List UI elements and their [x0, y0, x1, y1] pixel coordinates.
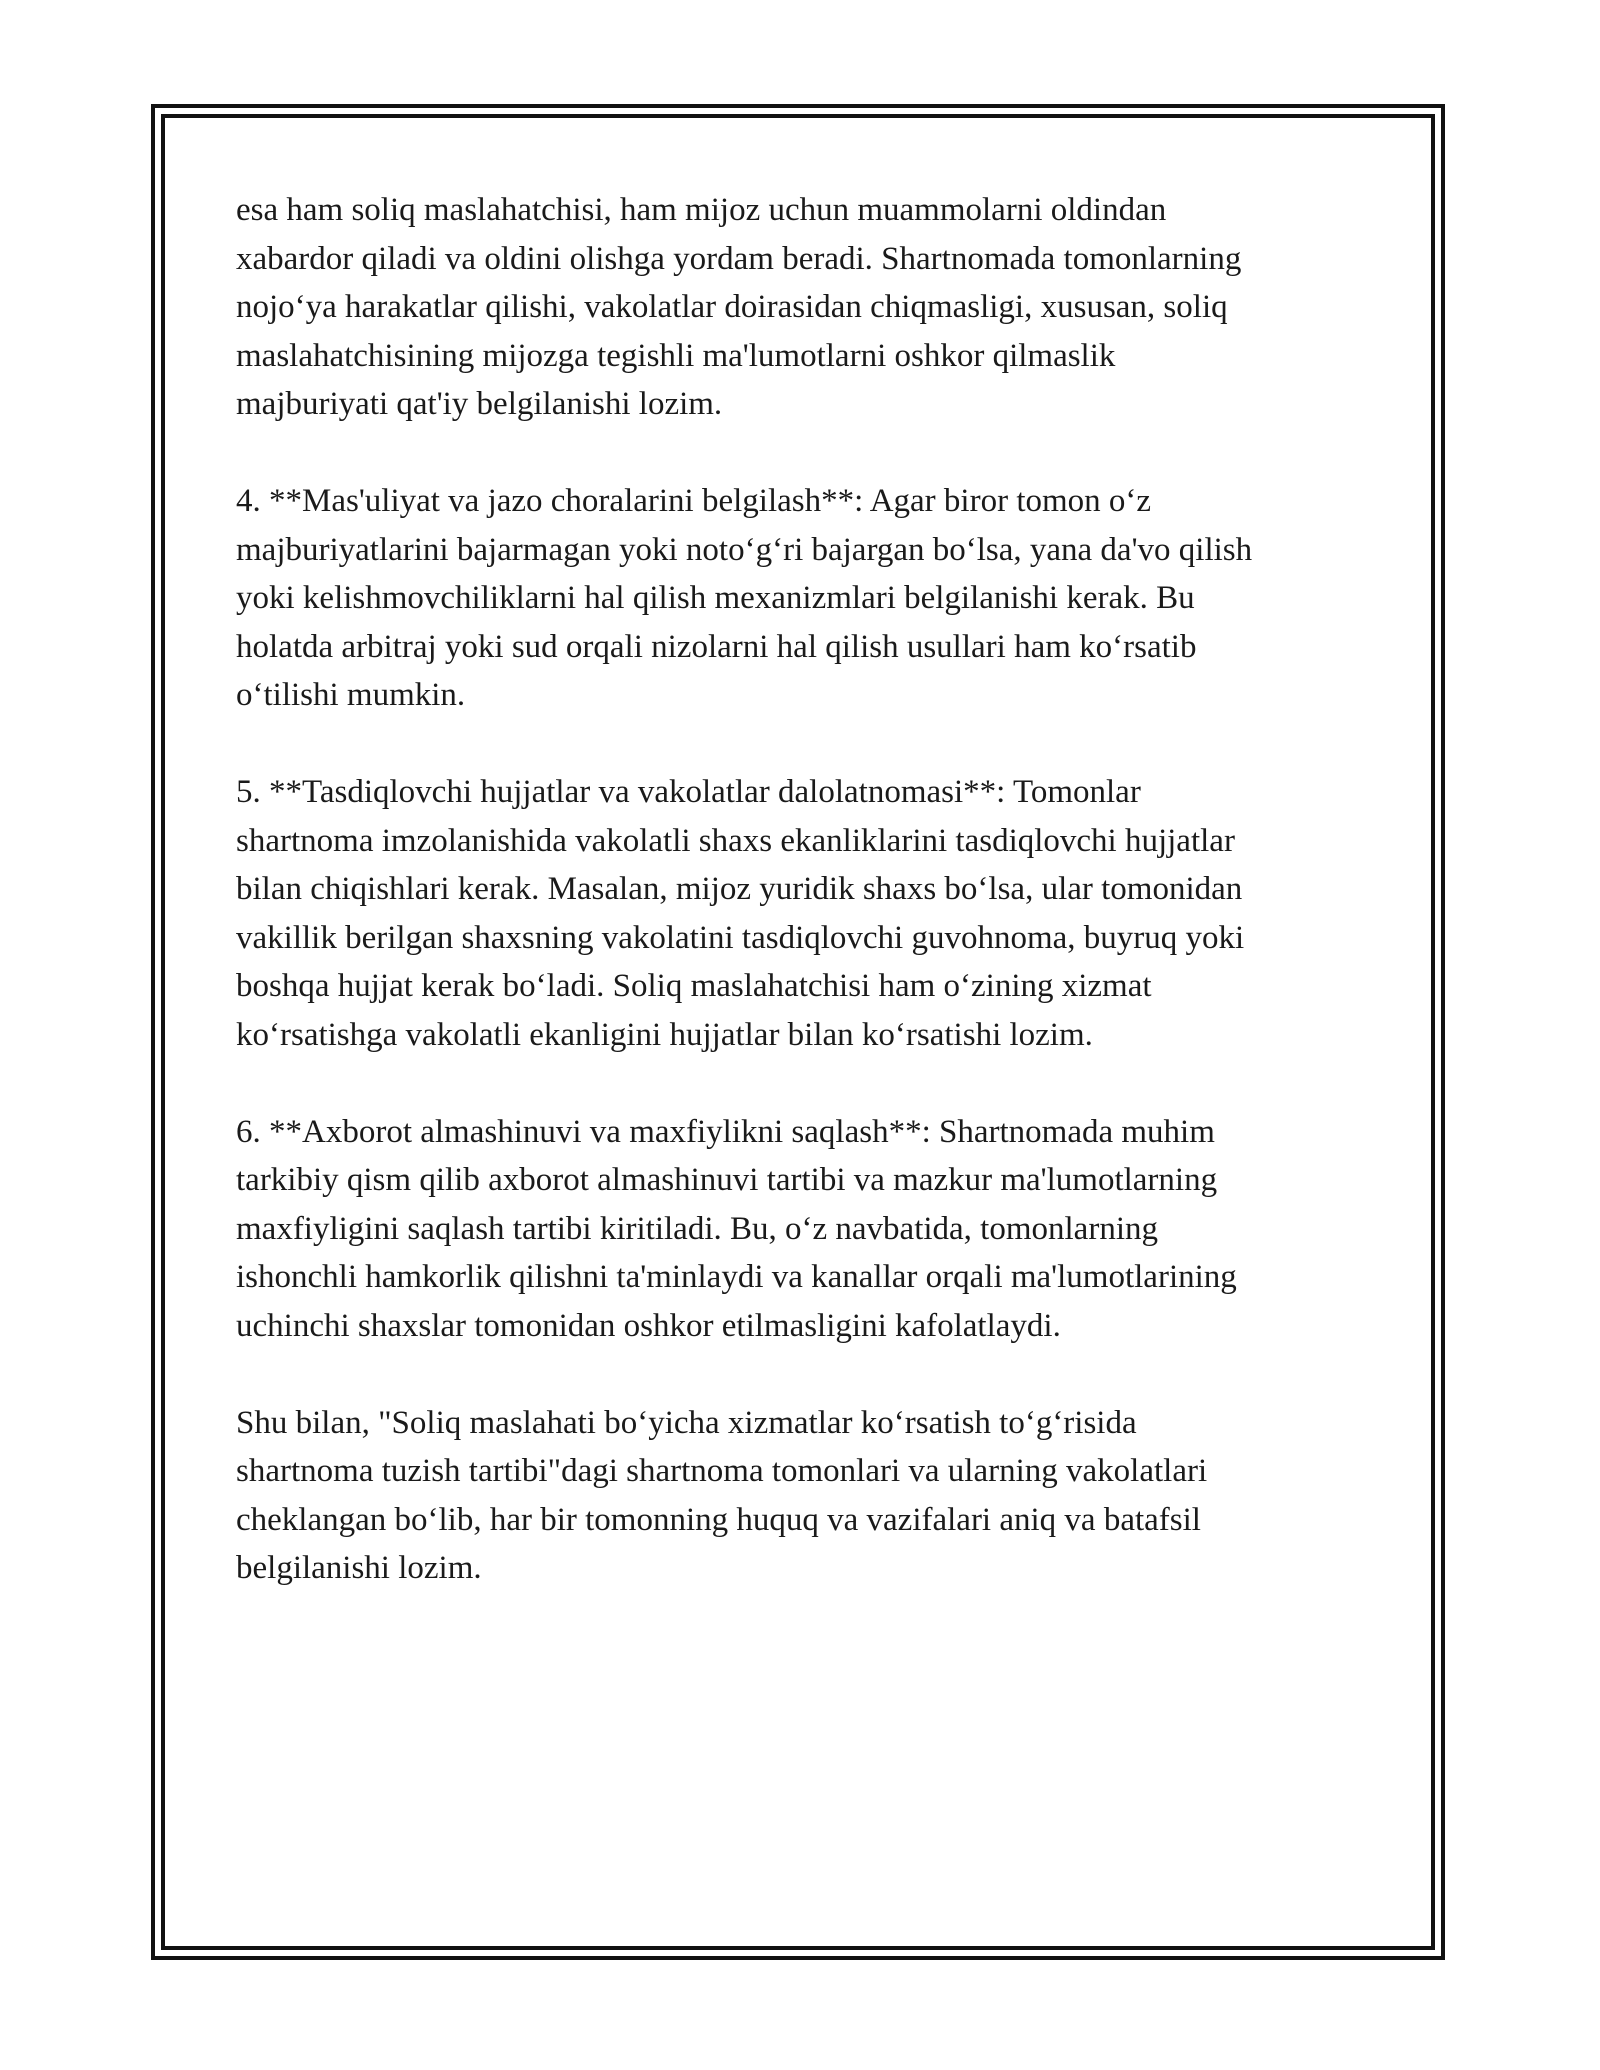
paragraph-item-4: 4. **Mas'uliyat va jazo choralarini belgilash**: Agar biror tomon o‘z majburiyatlarini bajarmagan yoki noto‘g‘ri bajargan bo‘lsa, yana da'vo qilish yoki kelishmovchiliklarni hal qilish mexanizmlari belgilanishi kerak. Bu holatda arbitraj yoki sud orqali nizolarni hal qilish usullari ham ko‘rsatib o‘tilishi mumkin.	[236, 483, 1253, 713]
paragraph-conclusion: Shu bilan, "Soliq maslahati bo‘yicha xizmatlar ko‘rsatish to‘g‘risida shartnoma tuzish tartibi"dagi shartnoma tomonlari va ularning vakolatlari cheklangan bo‘lib, har bir tomonning huquq va vazifalari aniq va batafsil belgilanishi lozim.	[236, 1404, 1208, 1586]
paragraph-item-5: 5. **Tasdiqlovchi hujjatlar va vakolatlar dalolatnomasi**: Tomonlar shartnoma imzolanishida vakolatli shaxs ekanliklarini tasdiqlovchi hujjatlar bilan chiqishlari kerak. Masalan, mijoz yuridik shaxs bo‘lsa, ular tomonidan vakillik berilgan shaxsning vakolatini tasdiqlovchi guvohnoma, buyruq yoki boshqa hujjat kerak bo‘ladi. Soliq maslahatchisi ham o‘zining xizmat ko‘rsatishga vakolatli ekanligini hujjatlar bilan ko‘rsatishi lozim.	[236, 774, 1245, 1053]
paragraph-item-6: 6. **Axborot almashinuvi va maxfiylikni saqlash**: Shartnomada muhim tarkibiy qism qilib axborot almashinuvi tartibi va mazkur ma'lumotlarning maxfiyligini saqlash tartibi kiritiladi. Bu, o‘z navbatida, tomonlarning ishonchli hamkorlik qilishni ta'minlaydi va kanallar orqali ma'lumotlarining uchinchi shaxslar tomonidan oshkor etilmasligini kafolatlaydi.	[236, 1113, 1237, 1344]
document-body	[236, 186, 1376, 1641]
paragraph-continuation: esa ham soliq maslahatchisi, ham mijoz uchun muammolarni oldindan xabardor qiladi va oldini olishga yordam beradi. Shartnomada tomonlarning nojo‘ya harakatlar qilishi, vakolatlar doirasidan chiqmasligi, xususan, soliq maslahatchisining mijozga tegishli ma'lumotlarni oshkor qilmaslik majburiyati qat'iy belgilanishi lozim.	[236, 192, 1242, 422]
